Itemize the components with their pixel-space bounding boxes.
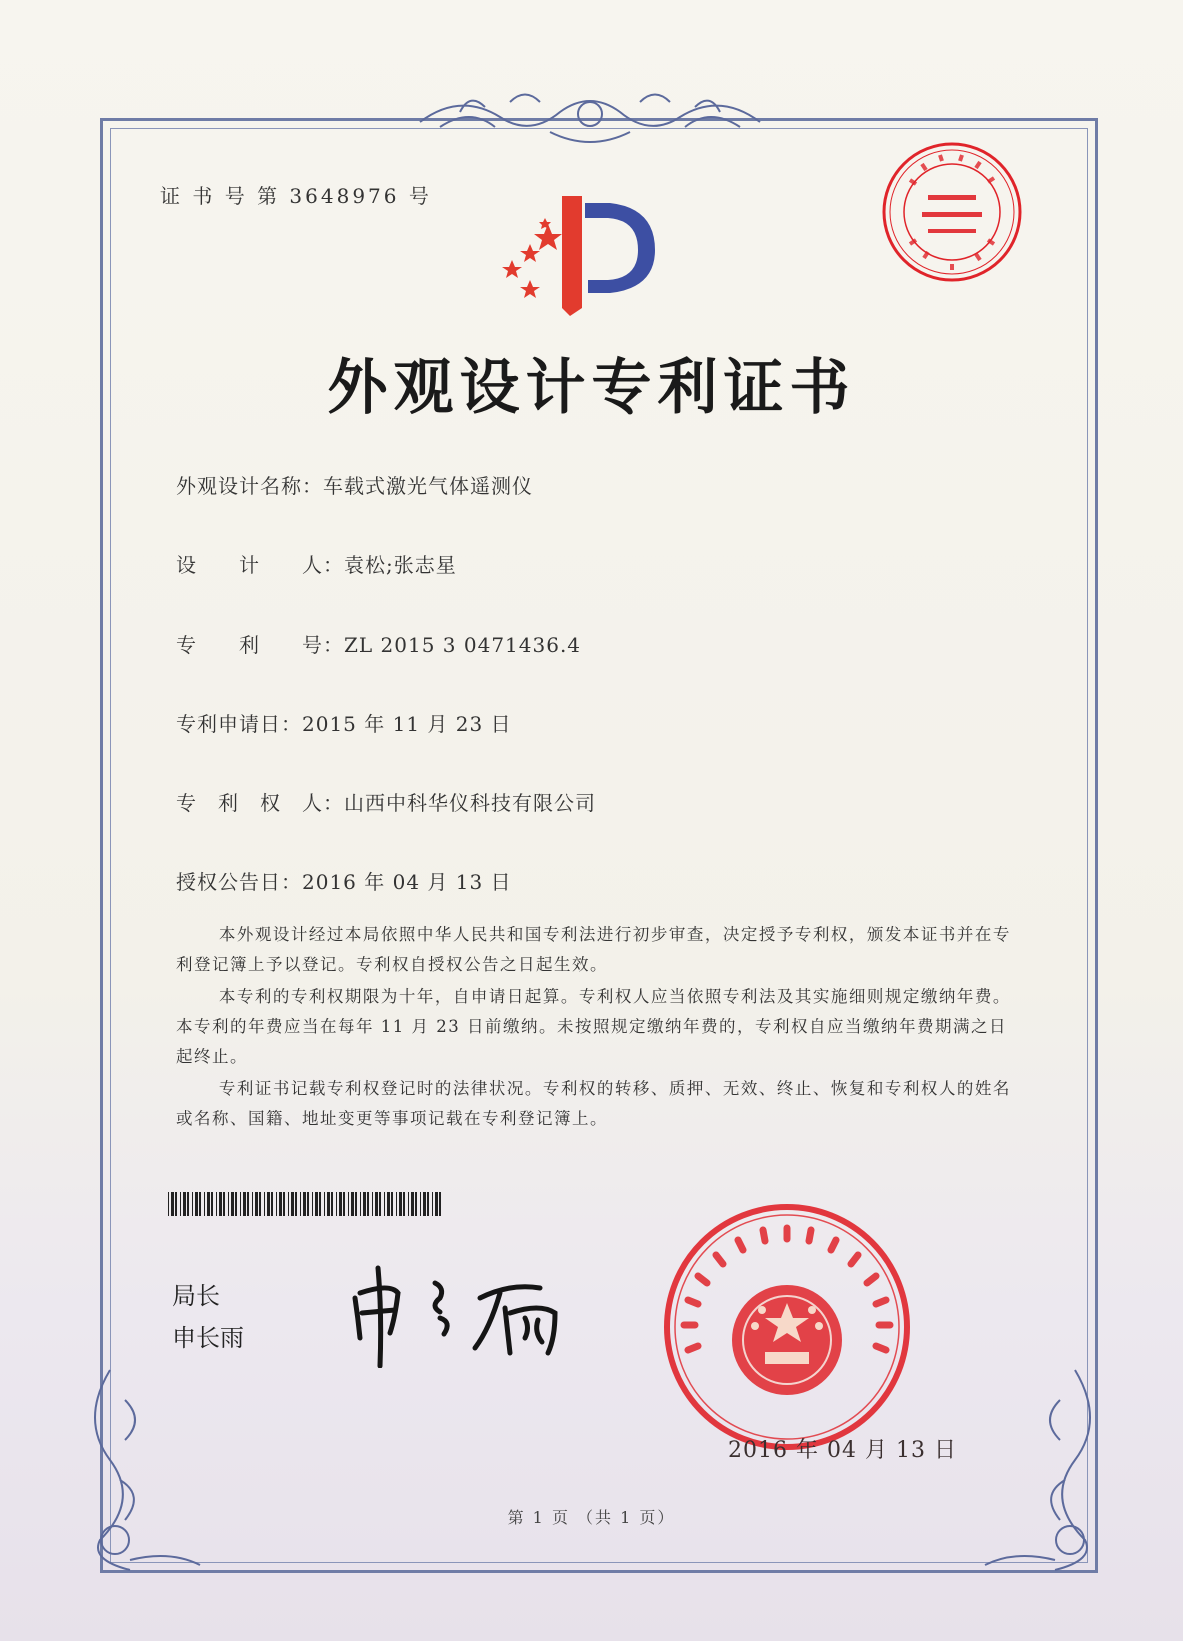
barcode-bar — [391, 1192, 393, 1216]
barcode-bar — [315, 1192, 318, 1216]
barcode-bar — [240, 1192, 241, 1216]
barcode-bar — [343, 1192, 345, 1216]
barcode-bar — [427, 1192, 429, 1216]
field-label: 专 利 权 人： — [176, 791, 344, 815]
certificate-number: 证 书 号 第 3648976 号 — [160, 184, 432, 208]
barcode-bar — [375, 1192, 378, 1216]
barcode-bar — [223, 1192, 225, 1216]
field-application-date — [176, 708, 512, 737]
barcode-bar — [279, 1192, 282, 1216]
barcode-bar — [255, 1192, 258, 1216]
field-value: 车载式激光气体遥测仪 — [323, 474, 533, 498]
barcode-bar — [171, 1192, 174, 1216]
barcode-bar — [432, 1192, 433, 1216]
field-label: 专 利 号： — [176, 633, 344, 657]
barcode-bar — [211, 1192, 213, 1216]
barcode-bar — [420, 1192, 421, 1216]
barcode-bar — [331, 1192, 333, 1216]
barcode — [168, 1192, 448, 1216]
barcode-bar — [231, 1192, 234, 1216]
field-label: 授权公告日： — [176, 870, 302, 894]
barcode-bar — [411, 1192, 414, 1216]
barcode-bar — [415, 1192, 417, 1216]
cnipa-logo-icon — [490, 188, 670, 318]
barcode-bar — [288, 1192, 289, 1216]
barcode-bar — [219, 1192, 222, 1216]
barcode-bar — [228, 1192, 229, 1216]
field-value: 2016 年 04 月 13 日 — [302, 870, 512, 894]
paragraph-grant-notice: 本外观设计经过本局依照中华人民共和国专利法进行初步审查，决定授予专利权，颁发本证书并在专利登记簿上予以登记。专利权自授权公告之日起生效。 — [176, 925, 1011, 974]
paragraph-term-notice: 本专利的专利权期限为十年，自申请日起算。专利权人应当依照专利法及其实施细则规定缴纳年费。本专利的年费应当在每年 11 月 23 日前缴纳。未按照规定缴纳年费的，专利权自应当缴纳年费期满之日起终止。 — [176, 987, 1011, 1066]
barcode-bar — [183, 1192, 186, 1216]
barcode-bar — [396, 1192, 397, 1216]
barcode-bar — [403, 1192, 405, 1216]
field-value: ZL 2015 3 0471436.4 — [344, 633, 582, 657]
barcode-bar — [295, 1192, 297, 1216]
field-grant-date — [176, 866, 512, 895]
barcode-bar — [300, 1192, 301, 1216]
barcode-bar — [363, 1192, 366, 1216]
barcode-bar — [291, 1192, 294, 1216]
director-name: 申长雨 — [172, 1324, 244, 1352]
bottom-left-ornament-icon — [70, 1360, 210, 1580]
field-design-name — [176, 470, 533, 499]
tax-stamp-seal — [880, 140, 1025, 285]
barcode-bar — [271, 1192, 273, 1216]
barcode-bar — [384, 1192, 385, 1216]
barcode-bar — [355, 1192, 357, 1216]
barcode-bar — [367, 1192, 369, 1216]
barcode-bar — [192, 1192, 193, 1216]
barcode-bar — [336, 1192, 337, 1216]
field-label: 设 计 人： — [176, 553, 344, 577]
barcode-bar — [360, 1192, 361, 1216]
barcode-bar — [175, 1192, 177, 1216]
paragraph-legal-status: 专利证书记载专利权登记时的法律状况。专利权的转移、质押、无效、终止、恢复和专利权人的姓名或名称、国籍、地址变更等事项记载在专利登记簿上。 — [176, 1079, 1011, 1128]
barcode-bar — [399, 1192, 402, 1216]
barcode-bar — [439, 1192, 441, 1216]
barcode-bar — [351, 1192, 354, 1216]
barcode-bar — [235, 1192, 237, 1216]
barcode-bar — [387, 1192, 390, 1216]
field-value: 2015 年 11 月 23 日 — [302, 712, 512, 736]
field-patent-number — [176, 629, 581, 658]
barcode-bar — [348, 1192, 349, 1216]
barcode-bar — [312, 1192, 313, 1216]
barcode-bar — [195, 1192, 198, 1216]
barcode-bar — [283, 1192, 285, 1216]
barcode-bar — [207, 1192, 210, 1216]
barcode-bar — [435, 1192, 438, 1216]
page-footer: 第 1 页 （共 1 页） — [507, 1508, 676, 1527]
official-seal — [660, 1200, 915, 1455]
barcode-bar — [204, 1192, 205, 1216]
barcode-bar — [199, 1192, 201, 1216]
barcode-bar — [327, 1192, 330, 1216]
barcode-bar — [303, 1192, 306, 1216]
bottom-right-ornament-icon — [975, 1360, 1115, 1580]
field-label: 外观设计名称： — [176, 474, 323, 498]
field-value: 山西中科华仪科技有限公司 — [344, 791, 596, 815]
barcode-bar — [243, 1192, 246, 1216]
barcode-bar — [408, 1192, 409, 1216]
field-designer — [176, 549, 457, 578]
barcode-bar — [339, 1192, 342, 1216]
field-label: 专利申请日： — [176, 712, 302, 736]
barcode-bar — [324, 1192, 325, 1216]
barcode-bar — [216, 1192, 217, 1216]
director-signature — [340, 1258, 590, 1368]
barcode-bar — [247, 1192, 249, 1216]
barcode-bar — [307, 1192, 309, 1216]
barcode-bar — [276, 1192, 277, 1216]
barcode-bar — [180, 1192, 181, 1216]
barcode-bar — [187, 1192, 189, 1216]
barcode-bar — [423, 1192, 426, 1216]
director-title: 局长 — [172, 1282, 220, 1310]
barcode-bar — [259, 1192, 261, 1216]
barcode-bar — [267, 1192, 270, 1216]
barcode-bar — [319, 1192, 321, 1216]
certificate-title: 外观设计专利证书 — [327, 353, 856, 423]
barcode-bar — [252, 1192, 253, 1216]
barcode-bar — [264, 1192, 265, 1216]
seal-date: 2016 年 04 月 13 日 — [728, 1438, 957, 1463]
field-patentee — [176, 787, 596, 816]
barcode-bar — [372, 1192, 373, 1216]
top-ornament-icon — [400, 82, 780, 152]
barcode-bar — [168, 1192, 169, 1216]
barcode-bar — [379, 1192, 381, 1216]
field-value: 袁松;张志星 — [344, 553, 457, 577]
